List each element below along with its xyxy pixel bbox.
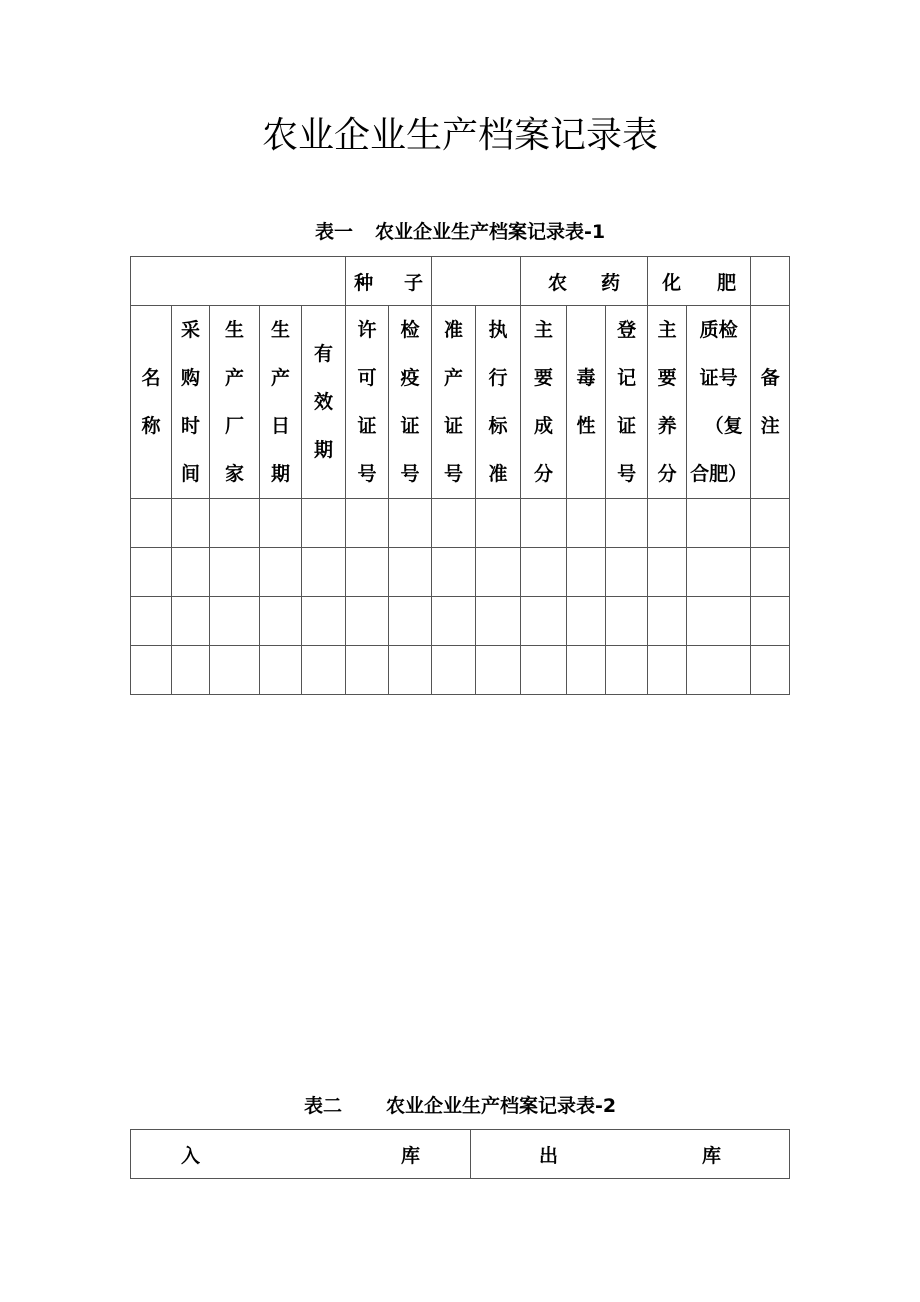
header-char: 出 [539,1144,559,1167]
col-header-quarantine-no: 检 疫 证 号 [389,306,432,499]
header-stock-out [471,1130,790,1179]
cell[interactable] [302,646,346,695]
col-header-toxicity: 毒 性 [567,306,606,499]
cell[interactable] [210,646,260,695]
table1-caption-text: 农业企业生产档案记录表-1 [374,221,606,243]
col-header-main-nutrient: 主 要 养 分 [648,306,687,499]
cell[interactable] [389,646,432,695]
cell[interactable] [606,548,648,597]
header-char: 入 [181,1144,201,1167]
table2-caption-text: 农业企业生产档案记录表-2 [385,1095,617,1117]
cell[interactable] [432,597,476,646]
cell[interactable] [389,548,432,597]
cell[interactable] [606,499,648,548]
cell[interactable] [687,548,751,597]
cell[interactable] [302,597,346,646]
group-header-row [131,257,790,306]
cell[interactable] [131,548,172,597]
group-char: 肥 [717,271,737,294]
cell[interactable] [346,499,389,548]
col-header-remarks: 备 注 [751,306,790,499]
document-title: 农业企业生产档案记录表 [261,115,658,156]
header-stock-in [131,1130,471,1179]
col-header-name: 名 称 [131,306,172,499]
col-header-expiry: 有 效 期 [302,306,346,499]
cell[interactable] [260,597,302,646]
group-char: 种 [354,271,374,294]
cell[interactable] [131,646,172,695]
cell[interactable] [687,646,751,695]
cell[interactable] [389,499,432,548]
col-header-quality-cert-no: 质检 证号 （复 合肥） [687,306,751,499]
group-header-pesticide [521,257,648,306]
cell[interactable] [648,548,687,597]
cell[interactable] [567,646,606,695]
cell[interactable] [172,646,210,695]
cell[interactable] [260,646,302,695]
cell[interactable] [172,499,210,548]
group-header-seed [346,257,432,306]
cell[interactable] [567,499,606,548]
table1 [130,256,790,695]
cell[interactable] [210,548,260,597]
col-header-production-date: 生 产 日 期 [260,306,302,499]
group-header-blank [432,257,521,306]
table2 [130,1129,790,1179]
table2-caption-label: 表二 [303,1095,342,1117]
cell[interactable] [432,499,476,548]
group-char: 化 [662,271,682,294]
cell[interactable] [172,597,210,646]
cell[interactable] [210,597,260,646]
col-header-license-no: 许 可 证 号 [346,306,389,499]
cell[interactable] [521,646,567,695]
cell[interactable] [476,499,521,548]
cell[interactable] [567,597,606,646]
cell[interactable] [346,548,389,597]
cell[interactable] [432,646,476,695]
cell[interactable] [567,548,606,597]
cell[interactable] [302,548,346,597]
group-header-blank [131,257,346,306]
cell[interactable] [648,646,687,695]
cell[interactable] [210,499,260,548]
cell[interactable] [687,597,751,646]
table-row [131,499,790,548]
group-header-fertilizer [648,257,751,306]
cell[interactable] [521,548,567,597]
cell[interactable] [346,597,389,646]
cell[interactable] [648,499,687,548]
col-header-main-ingredient: 主 要 成 分 [521,306,567,499]
table-row [131,548,790,597]
cell[interactable] [751,597,790,646]
cell[interactable] [751,646,790,695]
cell[interactable] [131,499,172,548]
cell[interactable] [476,548,521,597]
cell[interactable] [606,597,648,646]
table2-caption [0,1094,920,1118]
col-header-standard: 执 行 标 准 [476,306,521,499]
cell[interactable] [521,499,567,548]
header-char: 库 [701,1144,721,1167]
table1-caption [0,220,920,244]
cell[interactable] [751,548,790,597]
table-row [131,597,790,646]
cell[interactable] [476,646,521,695]
cell[interactable] [751,499,790,548]
cell[interactable] [346,646,389,695]
col-header-purchase-time: 采 购 时 间 [172,306,210,499]
cell[interactable] [648,597,687,646]
group-char: 药 [601,271,621,294]
table-row [131,646,790,695]
cell[interactable] [687,499,751,548]
table1-caption-label: 表一 [314,221,353,243]
cell[interactable] [131,597,172,646]
cell[interactable] [432,548,476,597]
column-header-row [131,306,790,499]
group-header-blank [751,257,790,306]
col-header-production-permit-no: 准 产 证 号 [432,306,476,499]
cell[interactable] [260,548,302,597]
group-char: 子 [404,271,424,294]
cell[interactable] [476,597,521,646]
cell[interactable] [606,646,648,695]
cell[interactable] [389,597,432,646]
table2-header-row [131,1130,790,1179]
cell[interactable] [521,597,567,646]
group-char: 农 [548,271,568,294]
header-char: 库 [400,1144,420,1167]
col-header-registration-no: 登 记 证 号 [606,306,648,499]
cell[interactable] [260,499,302,548]
col-header-manufacturer: 生 产 厂 家 [210,306,260,499]
cell[interactable] [172,548,210,597]
cell[interactable] [302,499,346,548]
